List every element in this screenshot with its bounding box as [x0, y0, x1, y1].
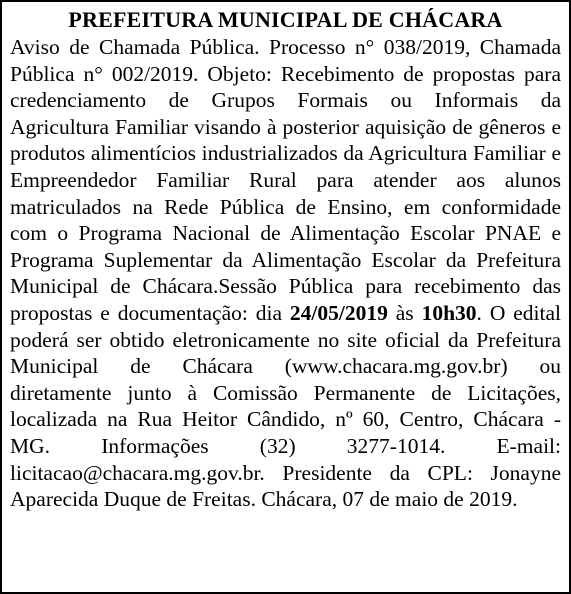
notice-text-intro: Aviso de Chamada Pública. Processo n° 038/2019, Chamada Pública n° 002/2019. Objeto: Recebimento de propostas para credenciamento de Grupos Formais ou Informais da Agricultura Familiar visando à posterior aquisição de gêneros e produtos alimentícios industrializados da Agricultura Familiar e Empreendedor Familiar Rural para atender aos alunos matriculados na Rede Pública de Ensino, em conformidade com o Programa Nacional de Alimentação Escolar PNAE e Programa Suplementar da Alimentação Escolar da Prefeitura Municipal de Chácara.Sessão Pública para recebimento das propostas e documentação: dia: [10, 35, 561, 325]
notice-text-details: . O edital poderá ser obtido eletronicamente no site oficial da Prefeitura Municipal de Chácara (www.chacara.mg.gov.br) ou diretamente junto à Comissão Permanente de Licitações, localizada na Rua Heitor Cândido, nº 60, Centro, Chácara - MG. Informações (32) 3277-1014. E-mail: licitacao@chacara.mg.gov.br. Presidente da CPL: Jonayne Aparecida Duque de Freitas. Chácara, 07 de maio de 2019.: [10, 300, 561, 512]
session-date: 24/05/2019: [289, 300, 388, 325]
notice-title: PREFEITURA MUNICIPAL DE CHÁCARA: [68, 7, 503, 32]
session-time: 10h30: [421, 300, 477, 325]
notice-body: [10, 34, 561, 513]
notice-text-at: às: [395, 300, 414, 325]
